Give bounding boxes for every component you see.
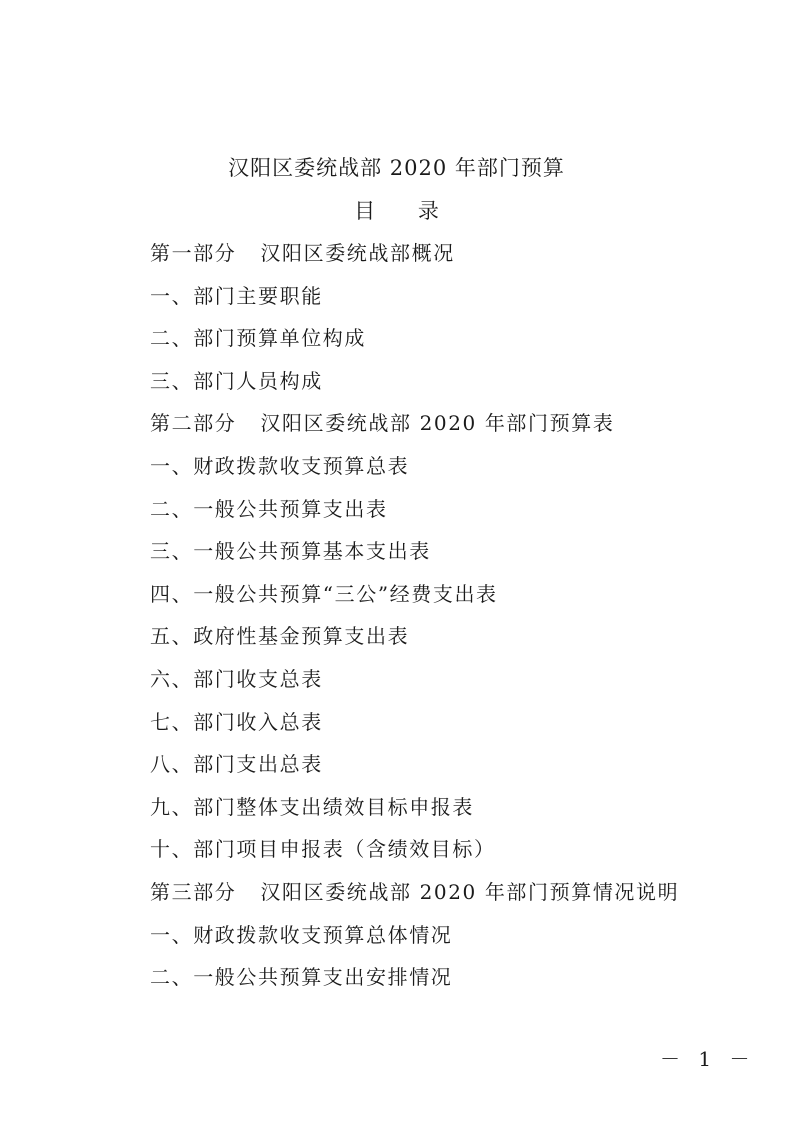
toc-item-text: 四、一般公共预算“三公”经费支出表 xyxy=(150,581,498,606)
toc-part-3 xyxy=(150,876,679,919)
toc-item xyxy=(150,535,679,578)
toc-part-title: 汉阳区委统战部 2020 年部门预算情况说明 xyxy=(260,879,680,904)
toc-part-title: 汉阳区委统战部 2020 年部门预算表 xyxy=(260,411,615,436)
page-number: － 1 － xyxy=(660,1047,756,1071)
toc-item-text: 三、部门人员构成 xyxy=(150,368,323,393)
document-title: 汉阳区委统战部 2020 年部门预算 xyxy=(228,156,565,180)
toc-item-text: 二、部门预算单位构成 xyxy=(150,326,366,351)
toc-part-1 xyxy=(150,237,679,280)
toc-item xyxy=(150,919,679,962)
toc-item-text: 十、部门项目申报表（含绩效目标） xyxy=(150,837,496,862)
toc-item-text: 二、一般公共预算支出表 xyxy=(150,496,388,521)
toc-item-text: 一、财政拨款收支预算总表 xyxy=(150,453,410,478)
toc-part-2 xyxy=(150,407,679,450)
table-of-contents xyxy=(150,237,679,1004)
toc-item xyxy=(150,748,679,791)
toc-item xyxy=(150,620,679,663)
toc-item-text: 二、一般公共预算支出安排情况 xyxy=(150,965,453,990)
toc-item-text: 六、部门收支总表 xyxy=(150,666,323,691)
toc-item xyxy=(150,578,679,621)
toc-item xyxy=(150,280,679,323)
toc-item xyxy=(150,833,679,876)
toc-item xyxy=(150,791,679,834)
toc-item-text: 九、部门整体支出绩效目标申报表 xyxy=(150,794,474,819)
toc-item-text: 三、一般公共预算基本支出表 xyxy=(150,539,431,564)
toc-item-text: 八、部门支出总表 xyxy=(150,752,323,777)
toc-item-text: 五、政府性基金预算支出表 xyxy=(150,624,410,649)
toc-item-text: 七、部门收入总表 xyxy=(150,709,323,734)
toc-item xyxy=(150,322,679,365)
toc-item-text: 一、部门主要职能 xyxy=(150,283,323,308)
toc-item xyxy=(150,663,679,706)
toc-part-label: 第三部分 xyxy=(150,879,237,904)
toc-heading: 目 录 xyxy=(354,199,457,223)
toc-item xyxy=(150,493,679,536)
toc-part-title: 汉阳区委统战部概况 xyxy=(260,241,455,265)
toc-part-label: 第二部分 xyxy=(150,411,237,436)
toc-part-label: 第一部分 xyxy=(150,241,237,265)
toc-item xyxy=(150,365,679,408)
toc-item xyxy=(150,450,679,493)
toc-item xyxy=(150,706,679,749)
toc-item-text: 一、财政拨款收支预算总体情况 xyxy=(150,922,453,947)
toc-item xyxy=(150,961,679,1004)
